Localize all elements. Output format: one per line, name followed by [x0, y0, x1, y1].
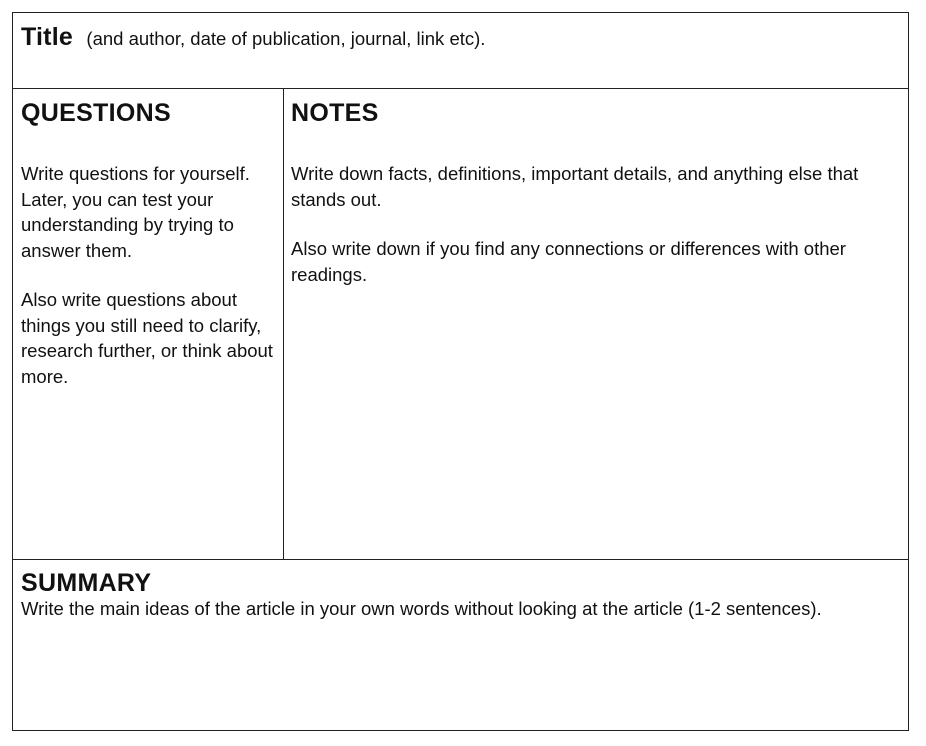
title-label: Title [21, 23, 73, 51]
notes-instruction-1: Write down facts, definitions, important details, and anything else that stands out. [291, 163, 859, 210]
questions-instruction-2: Also write questions about things you still need to clarify, research further, or think about more. [21, 289, 273, 387]
questions-instruction-1: Write questions for yourself. Later, you can test your understanding by trying to answer them. [21, 163, 250, 261]
notes-heading: NOTES [291, 99, 379, 127]
summary-instruction: Write the main ideas of the article in your own words without looking at the article (1-2 sentences). [21, 598, 822, 619]
notes-instruction-2: Also write down if you find any connections or differences with other readings. [291, 238, 846, 285]
questions-column[interactable] [13, 89, 284, 559]
title-section[interactable] [13, 13, 908, 89]
questions-heading: QUESTIONS [21, 99, 171, 127]
summary-heading: SUMMARY [21, 569, 152, 597]
notes-column[interactable] [284, 89, 908, 559]
cornell-notes-sheet [12, 12, 909, 731]
questions-notes-section [13, 89, 908, 560]
title-instructions: (and author, date of publication, journal, link etc). [86, 28, 486, 49]
summary-section[interactable] [13, 560, 908, 730]
